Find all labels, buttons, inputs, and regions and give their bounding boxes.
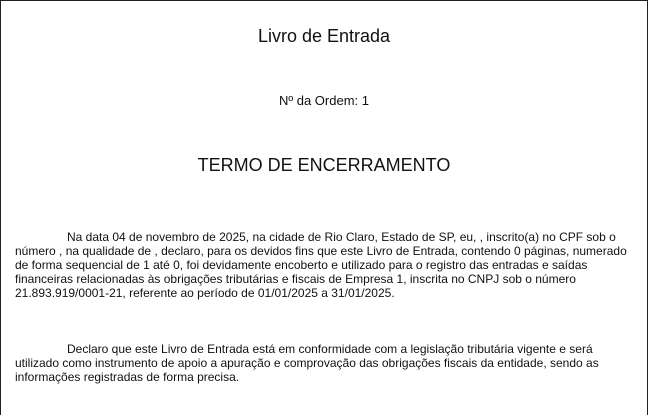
declaration-paragraph: Na data 04 de novembro de 2025, na cidade de Rio Claro, Estado de SP, eu, , inscrito(a) no CPF sob o número , na qualidade de , declaro, para os devidos fins que este Livro de Entrada, contendo 0 páginas, numerado de forma sequencial de 1 até 0, foi devidamente encoberto e utilizado para o registro das entradas e saídas financeiras relacionadas às obrigações tributárias e fiscais de Empresa 1, inscrita no CNPJ sob o número 21.893.919/0001-21, referente ao período de 01/01/2025 a 31/01/2025. <box>15 230 627 300</box>
compliance-paragraph: Declaro que este Livro de Entrada está em conformidade com a legislação tributária vigente e será utilizado como instrumento de apoio a apuração e comprovação das obrigações fiscais da entidade, sendo as informações registradas de forma precisa. <box>15 342 599 384</box>
order-number: Nº da Ordem: 1 <box>278 93 369 108</box>
closing-term-heading: TERMO DE ENCERRAMENTO <box>197 155 451 175</box>
document-title: Livro de Entrada <box>257 26 391 46</box>
